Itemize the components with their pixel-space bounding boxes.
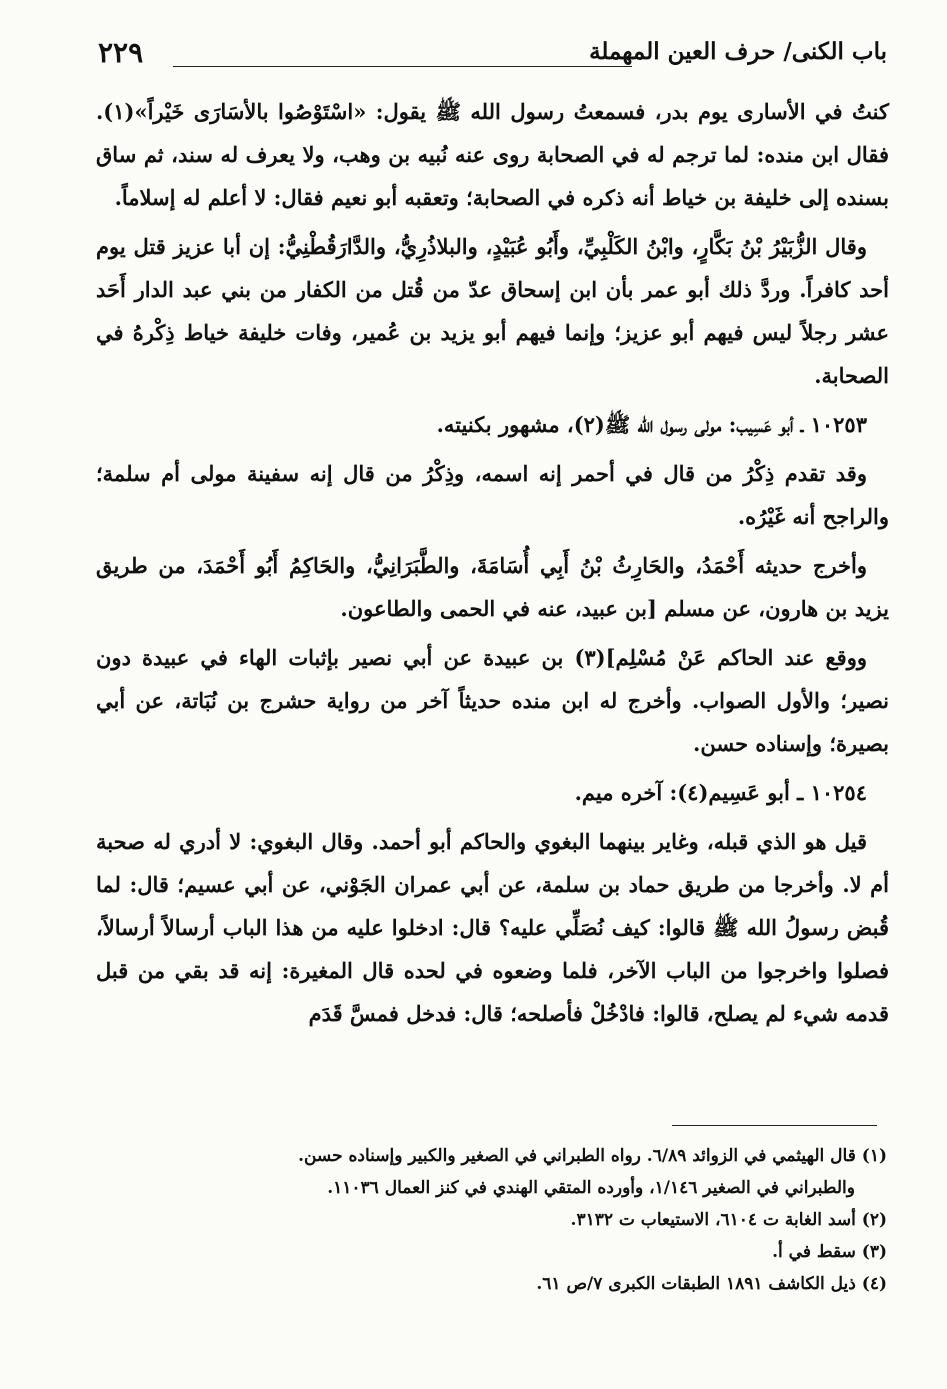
entry-heading: ١٠٢٥٣ ـ أبو عَسِيب: مولى رسول الله ﷺ(٢)، مشهور بكنيته. bbox=[436, 412, 867, 437]
paragraph: كنتُ في الأسارى يوم بدر، فسمعتُ رسول الله ﷺ يقول: «اسْتَوْصُوا بالأسَارَى خَيْراً»(١). فقال ابن منده: لما ترجم له في الصحابة روى عنه نُبيه بن وهب، ولا يعرف له سند، ثم ساق بسنده إلى خليفة بن خياط أنه ذكره في الصحابة؛ وتعقبه أبو نعيم فقال: لا أعلم له إسلاماً. bbox=[96, 99, 889, 210]
paragraph: قيل هو الذي قبله، وغاير بينهما البغوي والحاكم أبو أحمد. وقال البغوي: لا أدري له صحبة أم لا. وأخرجا من طريق حماد بن سلمة، عن أبي عمران الجَوْني، عن أبي عسيم؛ قال: لما قُبض رسولُ الله ﷺ قالوا: كيف نُصَلِّي عليه؟ قال: ادخلوا عليه من هذا الباب أرسالاً أرسالاً، فصلوا واخرجوا من الباب الآخر، فلما وضعوه في لحده قال المغيرة: إنه قد بقي من قبل قدمه شيء لم يصلح، قالوا: فادْخُلْ فأصلحه؛ قال: فدخل فمسَّ قَدَم bbox=[96, 829, 889, 1026]
footnote-1: (١) قال الهيثمي في الزوائد ٦/٨٩. رواه الطبراني في الصغير والكبير وإسناده حسن. bbox=[298, 1146, 887, 1166]
running-header bbox=[98, 38, 887, 82]
paragraph: وقد تقدم ذِكْرُ من قال في أحمر إنه اسمه، وذِكْرُ من قال إنه سفينة مولى أم سلمة؛ والراجح أنه غَيْرُه. bbox=[96, 461, 889, 529]
footnote-3: (٣) سقط في أ. bbox=[772, 1242, 887, 1262]
main-text bbox=[96, 90, 889, 1041]
chapter-title: باب الكنى/ حرف العين المهملة bbox=[589, 38, 887, 65]
entry-heading: ١٠٢٥٤ ـ أبو عَسِيم(٤): آخره ميم. bbox=[574, 780, 867, 805]
paragraph: ووقع عند الحاكم عَنْ مُسْلِم](٣) بن عبيدة عن أبي نصير بإثبات الهاء في عبيدة دون نصير؛ والأول الصواب. وأخرج له ابن منده حديثاً آخر من رواية حشرج بن نُبَاتة، عن أبي بصيرة؛ وإسناده حسن. bbox=[96, 645, 889, 756]
footnote-separator bbox=[672, 1125, 877, 1126]
footnote-1-continued: والطبراني في الصغير ١/١٤٦، وأورده المتقي الهندي في كنز العمال ١١٠٣٦. bbox=[327, 1178, 855, 1198]
paragraph: وأخرج حديثه أَحْمَدُ، والحَارِثُ بْنُ أَبِي أُسَامَةَ، والطَّبَرَانِيُّ، والحَاكِمُ أَبُو أَحْمَدَ، من طريق يزيد بن هارون، عن مسلم [بن عبيد، عنه في الحمى والطاعون. bbox=[96, 553, 889, 621]
footnotes bbox=[96, 1140, 887, 1300]
footnote-2: (٢) أسد الغابة ت ٦١٠٤، الاستيعاب ت ٣١٣٢. bbox=[570, 1210, 887, 1230]
page-number: ٢٢٩ bbox=[98, 36, 144, 69]
header-rule bbox=[173, 66, 632, 67]
paragraph: وقال الزُّبَيْرُ بْنُ بَكَّارٍ، وابْنُ الكَلْبِيِّ، وأَبُو عُبَيْدٍ، والبلاذُرِيُّ، والدَّارَقُطْنِيُّ: إن أبا عزيز قتل يوم أحد كافراً. وردَّ ذلك أبو عمر بأن ابن إسحاق عدّ من قُتل من الكفار من بني عبد الدار أَحَد عشر رجلاً ليس فيهم أبو عزيز؛ وإنما فيهم أبو يزيد بن عُمير، وفات خليفة خياط ذِكْرهُ في الصحابة. bbox=[96, 234, 889, 388]
footnote-4: (٤) ذيل الكاشف ١٨٩١ الطبقات الكبرى ٧/ص ٦١. bbox=[536, 1274, 887, 1294]
